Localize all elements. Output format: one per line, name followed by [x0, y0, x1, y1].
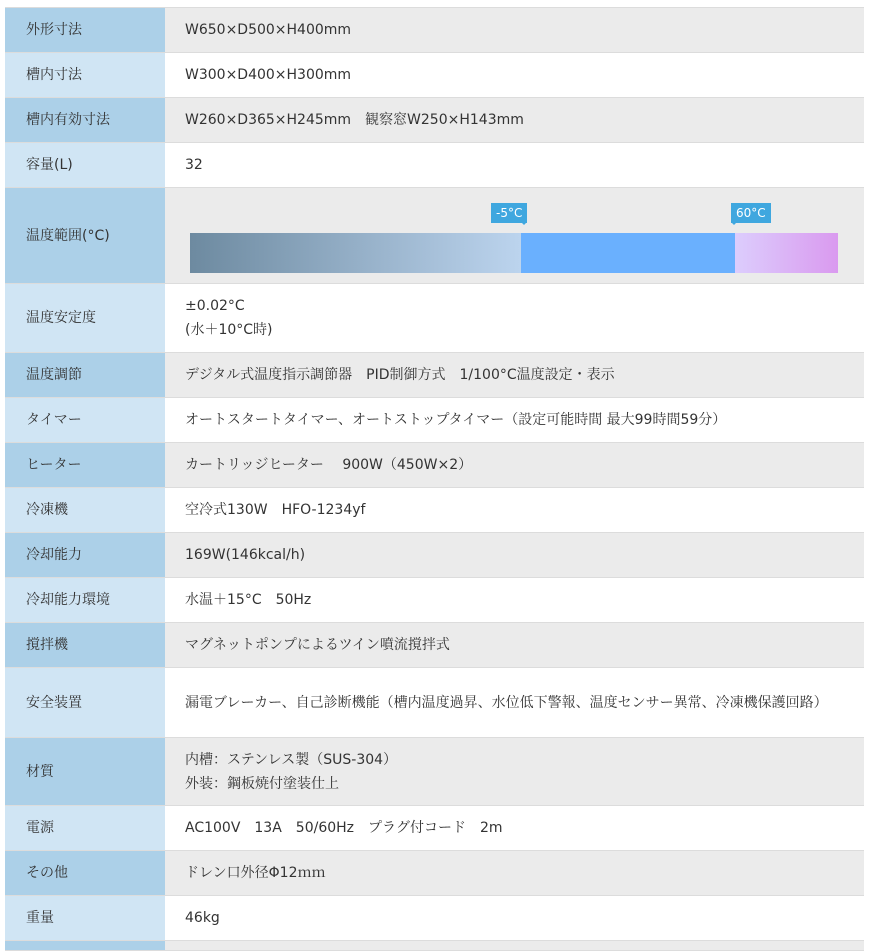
value-line: カートリッジヒーター 900W（450W×2）	[185, 457, 473, 473]
spec-value	[165, 398, 864, 443]
spec-value	[165, 353, 864, 398]
value-line: W300×D400×H300mm	[185, 67, 352, 83]
value-line: 169W(146kcal/h)	[185, 547, 306, 563]
spec-label: 安全装置	[5, 668, 165, 738]
spec-label: 電源	[5, 806, 165, 851]
spec-value	[165, 284, 864, 353]
spec-value	[165, 488, 864, 533]
table-row	[5, 578, 864, 623]
table-row	[5, 53, 864, 98]
table-row	[5, 443, 864, 488]
spec-value	[165, 8, 864, 53]
table-row	[5, 353, 864, 398]
spec-label: その他	[5, 851, 165, 896]
spec-label: ヒーター	[5, 443, 165, 488]
spec-value	[165, 443, 864, 488]
table-row	[5, 8, 864, 53]
spec-table	[5, 7, 864, 951]
value-line: W260×D365×H245mm 観察窓W250×H143mm	[185, 112, 524, 128]
value-line: 46kg	[185, 910, 220, 926]
value-line: ±0.02°C	[185, 298, 245, 314]
table-row	[5, 533, 864, 578]
spec-label: 容量(L)	[5, 143, 165, 188]
table-row	[5, 143, 864, 188]
spec-label: 槽内有効寸法	[5, 98, 165, 143]
spec-label: 温度範囲(°C)	[5, 188, 165, 284]
table-row	[5, 668, 864, 738]
value-line: マグネットポンプによるツイン噴流撹拌式	[185, 637, 450, 653]
spec-value	[165, 578, 864, 623]
spec-label: 温度調節	[5, 353, 165, 398]
spec-label: タイマー	[5, 398, 165, 443]
table-row	[5, 188, 864, 284]
spec-value	[165, 188, 864, 284]
table-row	[5, 98, 864, 143]
value-line: AC100V 13A 50/60Hz プラグ付コード 2m	[185, 820, 503, 836]
table-row	[5, 851, 864, 896]
bar-segment-high	[735, 233, 838, 273]
temperature-range-bar	[185, 188, 864, 283]
table-row	[5, 806, 864, 851]
value-line: デジタル式温度指示調節器 PID制御方式 1/100°C温度設定・表示	[185, 367, 615, 383]
min-temp-tag: -5°C	[491, 203, 527, 223]
spec-label: 温度安定度	[5, 284, 165, 353]
value-line: オートスタートタイマー、オートストップタイマー（設定可能時間 最大99時間59分）	[185, 412, 727, 428]
spec-value	[165, 98, 864, 143]
table-row	[5, 623, 864, 668]
bar-segment-low	[190, 233, 521, 273]
table-row	[5, 398, 864, 443]
value-line: 水温＋15°C 50Hz	[185, 592, 312, 608]
spec-value	[165, 806, 864, 851]
spec-label: 材質	[5, 738, 165, 806]
value-line: 32	[185, 157, 203, 173]
value-line: 空冷式130W HFO-1234yf	[185, 502, 366, 518]
spec-label: 冷却能力環境	[5, 578, 165, 623]
spec-value	[165, 896, 864, 941]
value-line: 外装：鋼板焼付塗装仕上	[185, 775, 339, 792]
table-row	[5, 284, 864, 353]
value-line: (水＋10°C時)	[185, 322, 273, 338]
spec-value	[165, 143, 864, 188]
spec-value	[165, 668, 864, 738]
spec-label: 槽内寸法	[5, 53, 165, 98]
spec-label: 冷凍機	[5, 488, 165, 533]
spec-value	[165, 533, 864, 578]
value-line: 漏電ブレーカー、自己診断機能（槽内温度過昇、水位低下警報、温度センサー異常、冷凍機保護回路）	[185, 694, 828, 711]
spec-value	[165, 738, 864, 806]
spec-label: 冷却能力	[5, 533, 165, 578]
spec-value	[165, 623, 864, 668]
bar-segment-range	[521, 233, 735, 273]
spec-label: 外形寸法	[5, 8, 165, 53]
value-line: 内槽：ステンレス製（SUS-304）	[185, 751, 398, 768]
spec-value	[165, 53, 864, 98]
spec-label: 重量	[5, 896, 165, 941]
spec-value	[165, 851, 864, 896]
table-row	[5, 488, 864, 533]
value-line: ドレン口外径Φ12ｍｍ	[185, 865, 326, 881]
max-temp-tag: 60°C	[731, 203, 771, 223]
value-line: W650×D500×H400mm	[185, 22, 352, 38]
table-row	[5, 896, 864, 941]
spec-label: 撹拌機	[5, 623, 165, 668]
table-row	[5, 738, 864, 806]
